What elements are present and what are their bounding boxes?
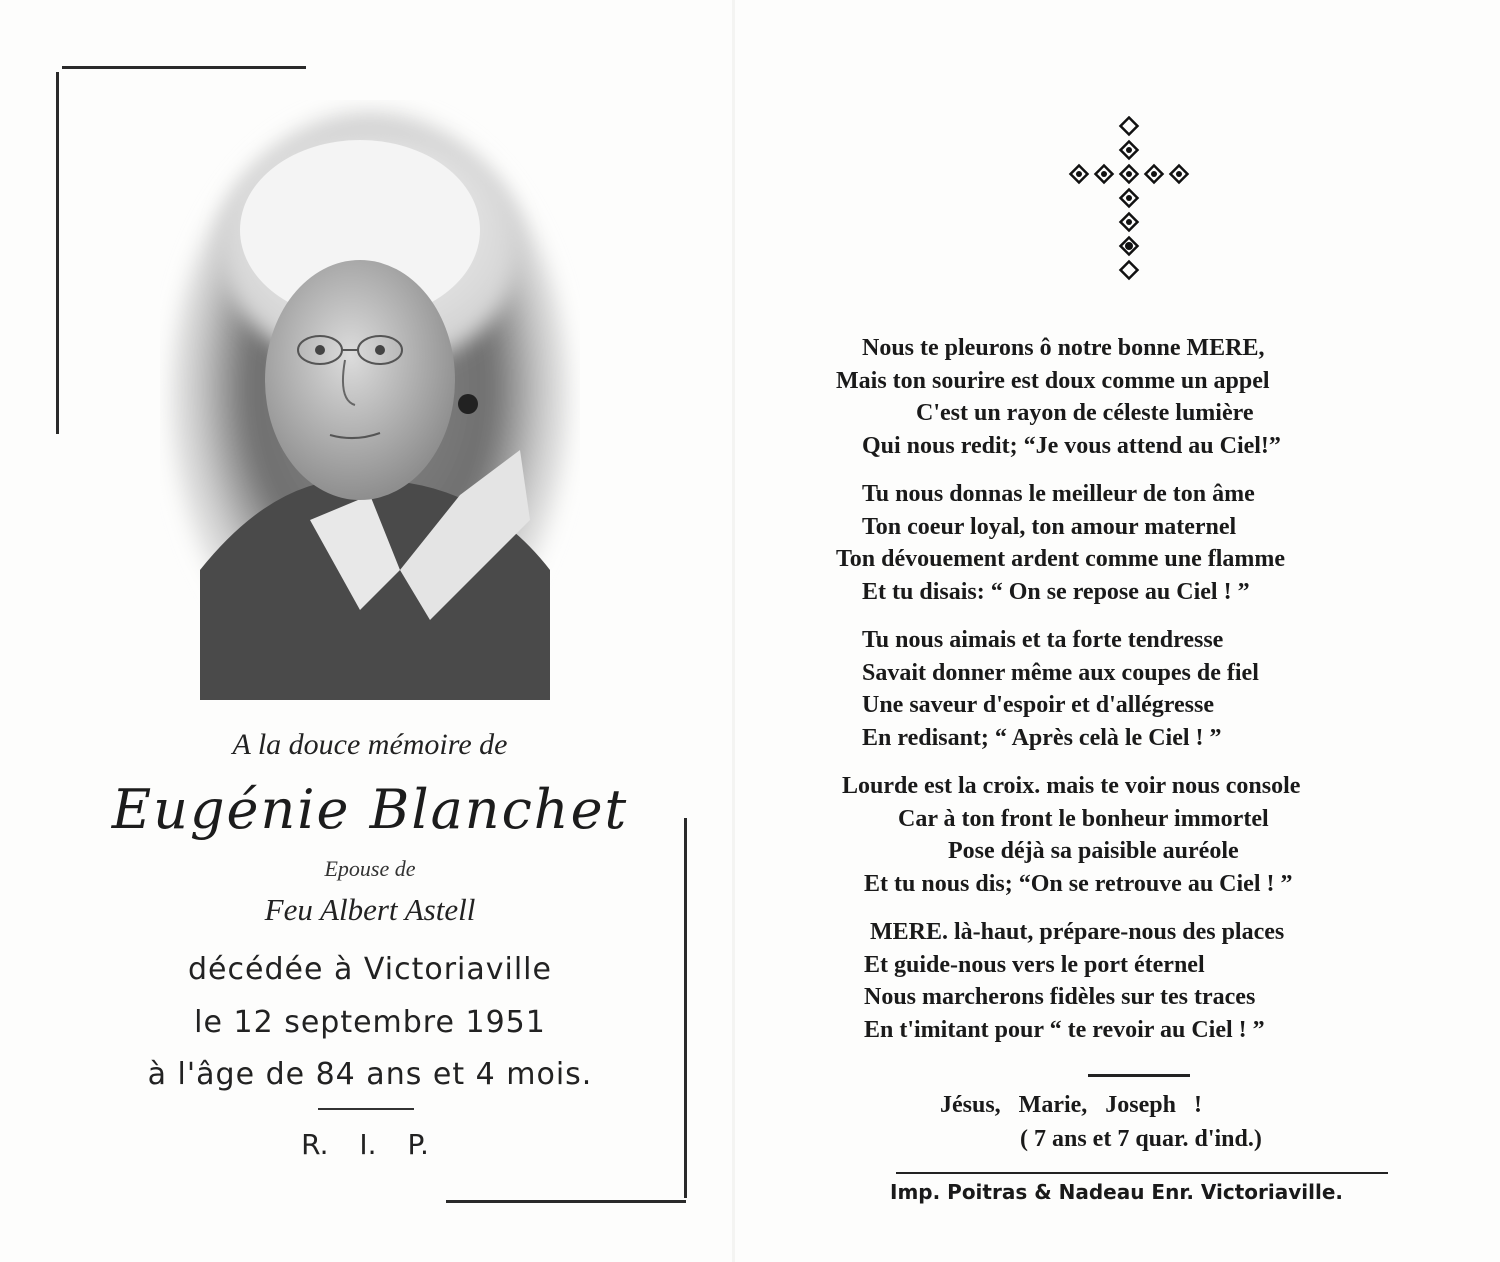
poem-line: Car à ton front le bonheur immortel: [898, 805, 1269, 832]
memorial-card-front: [0, 0, 735, 1262]
rip-text: R. I. P.: [301, 1128, 429, 1161]
prayer-invocation: Jésus, Marie, Joseph !: [940, 1092, 1202, 1118]
poem-line: Et tu disais: “ On se repose au Ciel ! ”: [862, 578, 1250, 605]
portrait-photo: [160, 100, 580, 700]
death-place: décédée à Victoriaville: [188, 952, 552, 987]
frame-corner-bottom-horizontal: [446, 1200, 686, 1203]
spouse-label: Epouse de: [324, 856, 416, 881]
death-date: le 12 septembre 1951: [194, 1005, 546, 1040]
poem-line: Ton coeur loyal, ton amour maternel: [862, 513, 1237, 540]
deceased-name: Eugénie Blanchet: [111, 778, 629, 841]
poem-stanza-5: [836, 916, 1446, 1046]
cross-icon: [1066, 116, 1196, 296]
poem-line: Mais ton sourire est doux comme un appel: [836, 367, 1270, 394]
indulgence-note: ( 7 ans et 7 quar. d'ind.): [1020, 1126, 1262, 1152]
dedication-line: A la douce mémoire de: [232, 728, 508, 761]
poem-line: C'est un rayon de céleste lumière: [916, 400, 1254, 426]
poem-line: En redisant; “ Après celà le Ciel ! ”: [862, 724, 1222, 751]
poem-line: Lourde est la croix. mais te voir nous console: [842, 773, 1301, 799]
poem-stanza-3: [836, 624, 1446, 754]
poem-stanza-4: [836, 770, 1446, 900]
poem-stanza-2: [836, 478, 1446, 608]
rip-divider: [318, 1108, 414, 1110]
poem-stanza-1: [836, 332, 1446, 462]
printer-divider: [896, 1172, 1388, 1174]
poem-line: Nous marcherons fidèles sur tes traces: [864, 984, 1256, 1010]
frame-corner-bottom-vertical: [684, 818, 687, 1198]
memorial-poem: [836, 332, 1446, 1062]
frame-corner-top-vertical: [56, 72, 59, 434]
poem-line: MERE. là-haut, prépare-nous des places: [870, 919, 1285, 945]
poem-line: Tu nous aimais et ta forte tendresse: [862, 627, 1224, 653]
poem-line: Savait donner même aux coupes de fiel: [862, 659, 1259, 686]
poem-line: Nous te pleurons ô notre bonne MERE,: [862, 335, 1265, 361]
poem-line: En t'imitant pour “ te revoir au Ciel ! ”: [864, 1016, 1265, 1043]
frame-corner-top-horizontal: [62, 66, 306, 69]
poem-line: Tu nous donnas le meilleur de ton âme: [862, 481, 1255, 507]
prayer-divider: [1088, 1074, 1190, 1077]
spouse-name: Feu Albert Astell: [264, 892, 476, 927]
poem-line: Une saveur d'espoir et d'allégresse: [862, 692, 1214, 718]
printer-imprint: Imp. Poitras & Nadeau Enr. Victoriaville.: [890, 1180, 1344, 1204]
poem-line: Pose déjà sa paisible auréole: [948, 838, 1239, 864]
poem-line: Et tu nous dis; “On se retrouve au Ciel ! ”: [864, 870, 1293, 897]
age-at-death: à l'âge de 84 ans et 4 mois.: [147, 1057, 593, 1092]
poem-line: Et guide-nous vers le port éternel: [864, 951, 1205, 978]
poem-line: Ton dévouement ardent comme une flamme: [836, 546, 1286, 572]
poem-line: Qui nous redit; “Je vous attend au Ciel!”: [862, 432, 1281, 459]
